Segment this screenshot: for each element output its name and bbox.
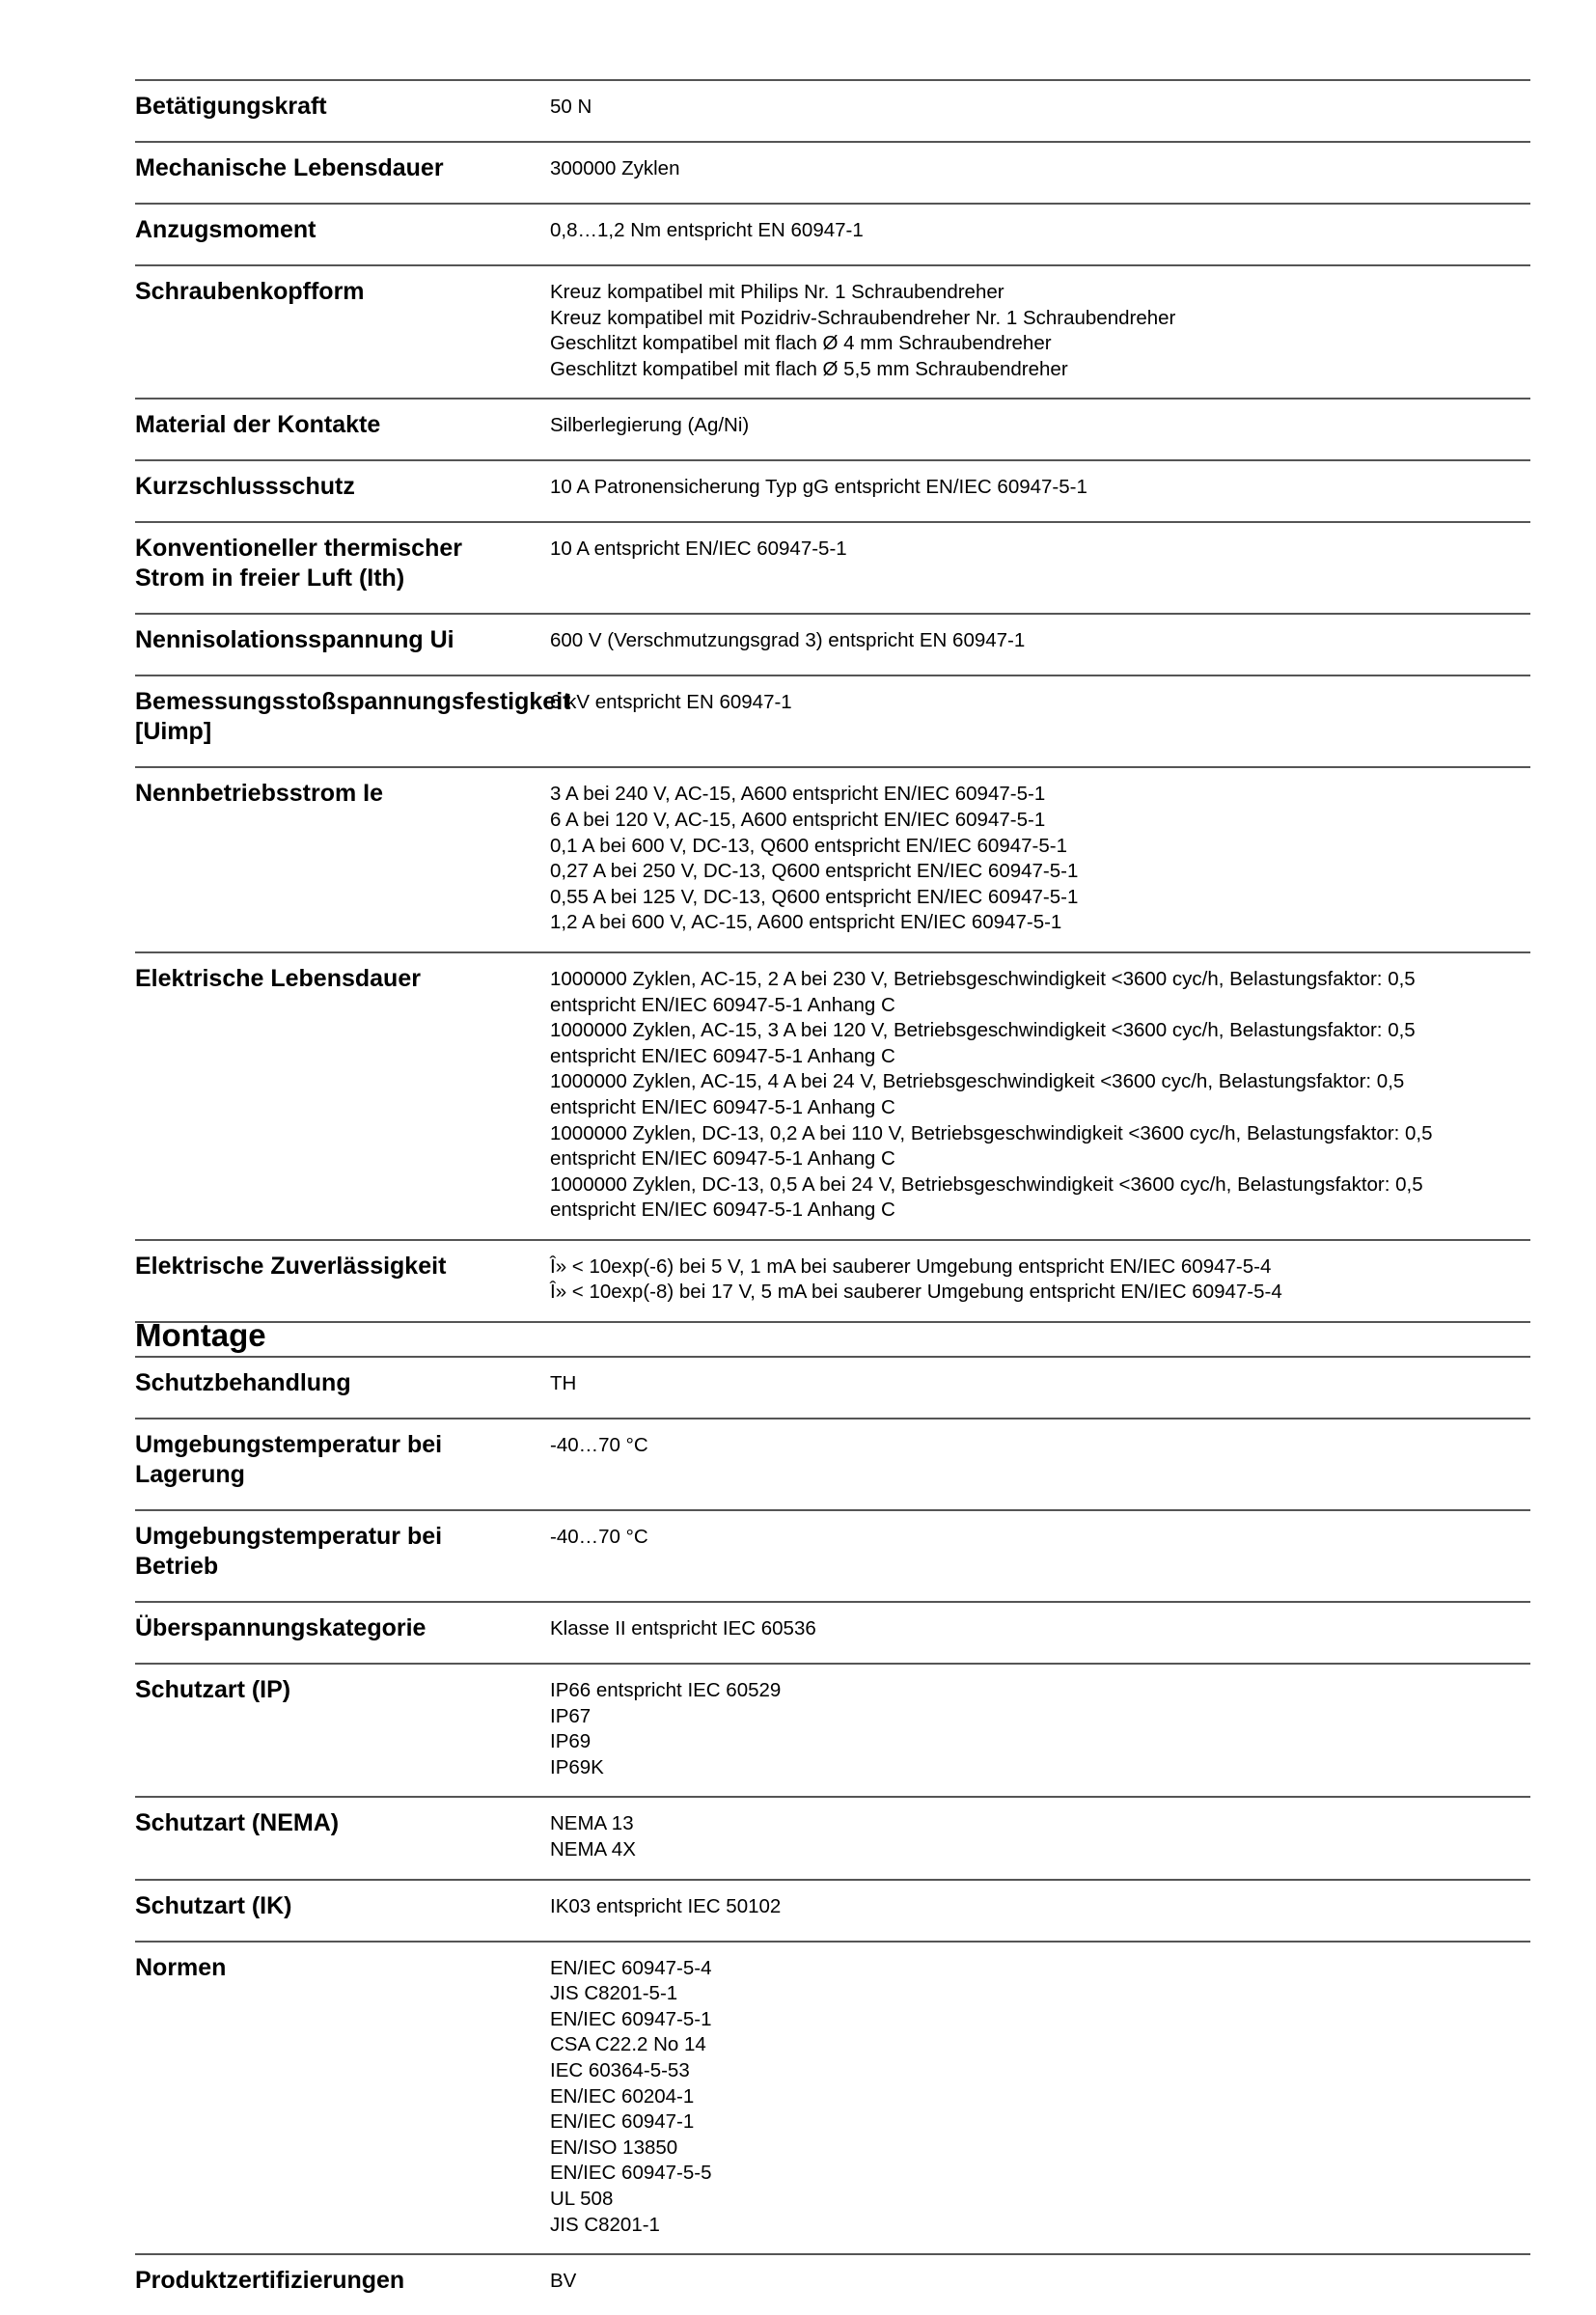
spec-row-material-der-kontakte <box>135 400 1530 461</box>
spec-row-mechanische-lebensdauer <box>135 143 1530 205</box>
spec-row-bemessungsstossspannungsfestigkeit-uimp <box>135 676 1530 768</box>
spec-value-line: 0,55 A bei 125 V, DC-13, Q600 entspricht EN/IEC 60947-5-1 <box>550 885 1079 908</box>
spec-value <box>550 676 1530 766</box>
spec-label: Überspannungskategorie <box>135 1614 427 1641</box>
spec-row-schutzart-ip <box>135 1665 1530 1798</box>
spec-value <box>550 1511 1530 1601</box>
spec-row-anzugsmoment <box>135 205 1530 266</box>
spec-value-line: NEMA 13 <box>550 1812 634 1835</box>
spec-value-line: EN/IEC 60204-1 <box>550 2084 695 2108</box>
spec-value-line: EN/IEC 60947-5-1 <box>550 2007 712 2030</box>
spec-value-line: entspricht EN/IEC 60947-5-1 Anhang C <box>550 1095 895 1118</box>
spec-value <box>550 1241 1530 1321</box>
spec-label: Schraubenkopfform <box>135 278 365 305</box>
spec-value-line: JIS C8201-5-1 <box>550 1982 678 2005</box>
spec-label: Mechanische Lebensdauer <box>135 154 444 181</box>
spec-value <box>550 461 1530 521</box>
spec-value-line: 1000000 Zyklen, AC-15, 4 A bei 24 V, Betriebsgeschwindigkeit <3600 cyc/h, Belastungsfaktor: 0,5 <box>550 1070 1405 1093</box>
spec-value-line: Geschlitzt kompatibel mit flach Ø 4 mm Schraubendreher <box>550 332 1052 355</box>
spec-value-line: 0,8…1,2 Nm entspricht EN 60947-1 <box>550 219 864 241</box>
spec-value-line: EN/IEC 60947-5-4 <box>550 1956 712 1979</box>
spec-value <box>550 523 1530 613</box>
spec-value-line: NEMA 4X <box>550 1837 636 1860</box>
spec-value <box>550 266 1530 398</box>
spec-value-line: 6 A bei 120 V, AC-15, A600 entspricht EN/IEC 60947-5-1 <box>550 808 1046 831</box>
spec-value <box>550 81 1530 141</box>
spec-value-line: CSA C22.2 No 14 <box>550 2033 706 2056</box>
spec-label: Bemessungsstoßspannungsfestigkeit [Uimp] <box>135 688 571 746</box>
spec-row-produktzertifizierungen <box>135 2255 1530 2315</box>
spec-value-line: entspricht EN/IEC 60947-5-1 Anhang C <box>550 1199 895 1222</box>
spec-row-schraubenkopfform <box>135 266 1530 400</box>
spec-value <box>550 400 1530 459</box>
spec-label: Schutzart (IP) <box>135 1676 291 1703</box>
spec-value-line: Kreuz kompatibel mit Philips Nr. 1 Schraubendreher <box>550 281 1004 303</box>
spec-value <box>550 768 1530 951</box>
spec-value-line: 1000000 Zyklen, AC-15, 2 A bei 230 V, Betriebsgeschwindigkeit <3600 cyc/h, Belastungsfaktor: 0,5 <box>550 967 1416 990</box>
spec-table-general <box>135 79 1530 1323</box>
spec-label: Konventioneller thermischer Strom in freier Luft (Ith) <box>135 535 462 593</box>
spec-row-nennisolationsspannung-ui <box>135 615 1530 676</box>
spec-row-schutzart-nema <box>135 1798 1530 1880</box>
spec-label: Schutzbehandlung <box>135 1369 351 1396</box>
spec-value-line: 300000 Zyklen <box>550 157 680 179</box>
spec-value-line: EN/ISO 13850 <box>550 2136 678 2159</box>
spec-value-line: 0,27 A bei 250 V, DC-13, Q600 entspricht EN/IEC 60947-5-1 <box>550 860 1079 883</box>
spec-value <box>550 1419 1530 1509</box>
spec-value-line: Geschlitzt kompatibel mit flach Ø 5,5 mm Schraubendreher <box>550 357 1068 380</box>
section-heading-montage: Montage <box>135 1317 266 1353</box>
spec-row-konventioneller-thermischer-strom-in-freier-luft-ith <box>135 523 1530 615</box>
spec-value <box>550 1665 1530 1796</box>
spec-value-line: EN/IEC 60947-1 <box>550 2110 695 2134</box>
spec-row-betaetigungskraft <box>135 81 1530 143</box>
spec-value-line: Î» < 10exp(-8) bei 17 V, 5 mA bei sauberer Umgebung entspricht EN/IEC 60947-5-4 <box>550 1281 1282 1304</box>
spec-value-line: 0,1 A bei 600 V, DC-13, Q600 entspricht EN/IEC 60947-5-1 <box>550 834 1067 857</box>
spec-row-schutzbehandlung <box>135 1358 1530 1419</box>
spec-value-line: Klasse II entspricht IEC 60536 <box>550 1617 816 1640</box>
spec-label: Material der Kontakte <box>135 411 381 439</box>
spec-value-line: 1000000 Zyklen, AC-15, 3 A bei 120 V, Betriebsgeschwindigkeit <3600 cyc/h, Belastungsfaktor: 0,5 <box>550 1019 1416 1042</box>
spec-label: Elektrische Zuverlässigkeit <box>135 1252 447 1280</box>
spec-value-line: entspricht EN/IEC 60947-5-1 Anhang C <box>550 1044 895 1067</box>
spec-label: Produktzertifizierungen <box>135 2267 405 2295</box>
spec-value-line: BV <box>550 2270 577 2293</box>
spec-label: Nennisolationsspannung Ui <box>135 626 454 654</box>
spec-row-elektrische-lebensdauer <box>135 953 1530 1241</box>
spec-row-schutzart-ik <box>135 1881 1530 1943</box>
spec-row-elektrische-zuverlaessigkeit <box>135 1241 1530 1323</box>
spec-label: Nennbetriebsstrom Ie <box>135 780 384 808</box>
spec-value-line: IP69K <box>550 1755 604 1778</box>
spec-value <box>550 205 1530 264</box>
spec-value <box>550 1358 1530 1418</box>
spec-row-umgebungstemperatur-bei-betrieb <box>135 1511 1530 1603</box>
spec-label: Schutzart (IK) <box>135 1891 292 1919</box>
spec-value <box>550 615 1530 675</box>
spec-row-ueberspannungskategorie <box>135 1603 1530 1665</box>
spec-value-line: EN/IEC 60947-5-5 <box>550 2162 712 2185</box>
spec-value-line: Î» < 10exp(-6) bei 5 V, 1 mA bei sauberer Umgebung entspricht EN/IEC 60947-5-4 <box>550 1254 1272 1278</box>
spec-value-line: 3 A bei 240 V, AC-15, A600 entspricht EN/IEC 60947-5-1 <box>550 783 1046 806</box>
spec-value-line: TH <box>550 1372 577 1394</box>
spec-value-line: 50 N <box>550 96 592 118</box>
spec-value-line: IP66 entspricht IEC 60529 <box>550 1679 782 1701</box>
spec-table-montage <box>135 1356 1530 2315</box>
spec-row-umgebungstemperatur-bei-lagerung <box>135 1419 1530 1511</box>
spec-label: Anzugsmoment <box>135 216 316 243</box>
spec-value <box>550 1943 1530 2254</box>
spec-value-line: 10 A Patronensicherung Typ gG entspricht EN/IEC 60947-5-1 <box>550 476 1087 499</box>
spec-row-nennbetriebsstrom-ie <box>135 768 1530 953</box>
spec-value-line: -40…70 °C <box>550 1526 648 1548</box>
spec-label: Umgebungstemperatur bei Betrieb <box>135 1523 443 1580</box>
spec-value <box>550 1798 1530 1878</box>
spec-value-line: 1000000 Zyklen, DC-13, 0,2 A bei 110 V, Betriebsgeschwindigkeit <3600 cyc/h, Belastungsfaktor: 0,5 <box>550 1121 1433 1144</box>
spec-value-line: -40…70 °C <box>550 1434 648 1456</box>
spec-value-line: 10 A entspricht EN/IEC 60947-5-1 <box>550 537 847 561</box>
spec-label: Kurzschlussschutz <box>135 473 355 501</box>
spec-value <box>550 1881 1530 1941</box>
spec-row-normen <box>135 1943 1530 2256</box>
spec-label: Elektrische Lebensdauer <box>135 964 421 992</box>
spec-value-line: 6 kV entspricht EN 60947-1 <box>550 691 792 714</box>
spec-value-line: 1000000 Zyklen, DC-13, 0,5 A bei 24 V, Betriebsgeschwindigkeit <3600 cyc/h, Belastungsfaktor: 0,5 <box>550 1172 1423 1196</box>
spec-value <box>550 953 1530 1239</box>
spec-label: Betätigungskraft <box>135 93 327 120</box>
spec-label: Umgebungstemperatur bei Lagerung <box>135 1431 443 1488</box>
spec-value-line: Silberlegierung (Ag/Ni) <box>550 414 750 437</box>
spec-value-line: Kreuz kompatibel mit Pozidriv-Schraubendreher Nr. 1 Schraubendreher <box>550 306 1176 329</box>
spec-label: Schutzart (NEMA) <box>135 1809 340 1837</box>
spec-value <box>550 2255 1530 2315</box>
spec-value-line: IP69 <box>550 1730 592 1753</box>
spec-value-line: 1,2 A bei 600 V, AC-15, A600 entspricht EN/IEC 60947-5-1 <box>550 911 1062 934</box>
spec-value-line: IP67 <box>550 1704 592 1727</box>
spec-value <box>550 1603 1530 1663</box>
spec-label: Normen <box>135 1953 227 1981</box>
spec-value-line: IEC 60364-5-53 <box>550 2058 690 2081</box>
spec-value-line: UL 508 <box>550 2187 614 2210</box>
spec-value-line: 600 V (Verschmutzungsgrad 3) entspricht EN 60947-1 <box>550 629 1026 652</box>
spec-value-line: IK03 entspricht IEC 50102 <box>550 1894 782 1917</box>
spec-value <box>550 143 1530 203</box>
spec-value-line: entspricht EN/IEC 60947-5-1 Anhang C <box>550 1147 895 1171</box>
spec-value-line: JIS C8201-1 <box>550 2213 660 2236</box>
spec-row-kurzschlussschutz <box>135 461 1530 523</box>
spec-value-line: entspricht EN/IEC 60947-5-1 Anhang C <box>550 993 895 1016</box>
